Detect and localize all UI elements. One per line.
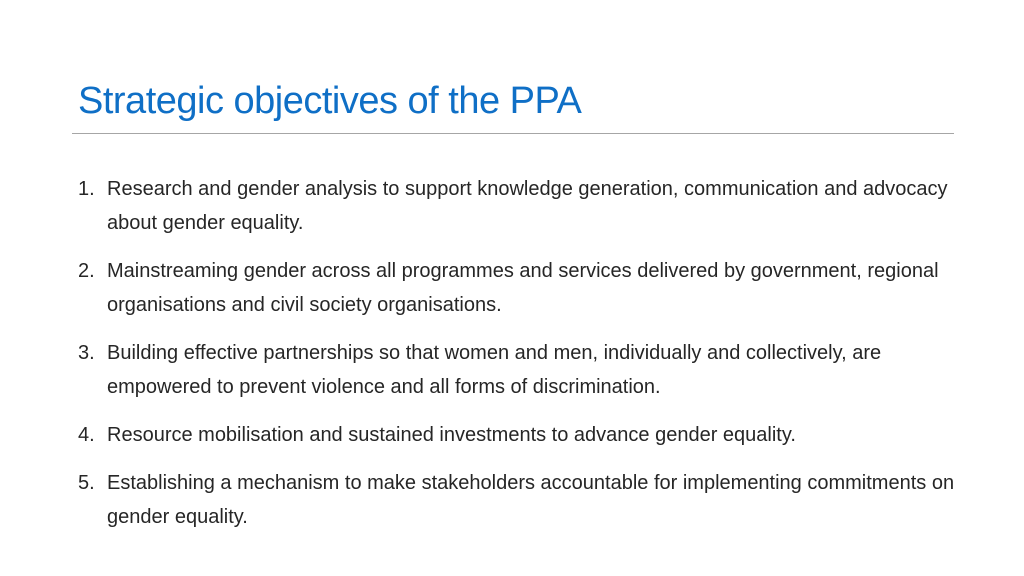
objective-item (78, 254, 958, 322)
objective-number: 2. (78, 260, 95, 282)
objective-number: 1. (78, 178, 95, 200)
objective-number: 3. (78, 342, 95, 364)
objective-item (78, 336, 958, 404)
objective-item (78, 418, 958, 452)
objective-text: Establishing a mechanism to make stakeholders accountable for implementing commitments on gender equality. (107, 472, 955, 528)
objective-item (78, 466, 958, 534)
slide-title: Strategic objectives of the PPA (78, 80, 582, 122)
objectives-list (78, 172, 958, 548)
objective-text: Mainstreaming gender across all programmes and services delivered by government, regional organisations and civil society organisations. (107, 260, 939, 316)
objective-text: Resource mobilisation and sustained investments to advance gender equality. (107, 424, 796, 446)
objective-text: Research and gender analysis to support knowledge generation, communication and advocacy about gender equality. (107, 178, 948, 234)
objective-text: Building effective partnerships so that women and men, individually and collectively, are empowered to prevent violence and all forms of discrimination. (107, 342, 882, 398)
objective-item (78, 172, 958, 240)
title-divider (72, 133, 954, 134)
objective-number: 4. (78, 424, 95, 446)
objective-number: 5. (78, 472, 95, 494)
